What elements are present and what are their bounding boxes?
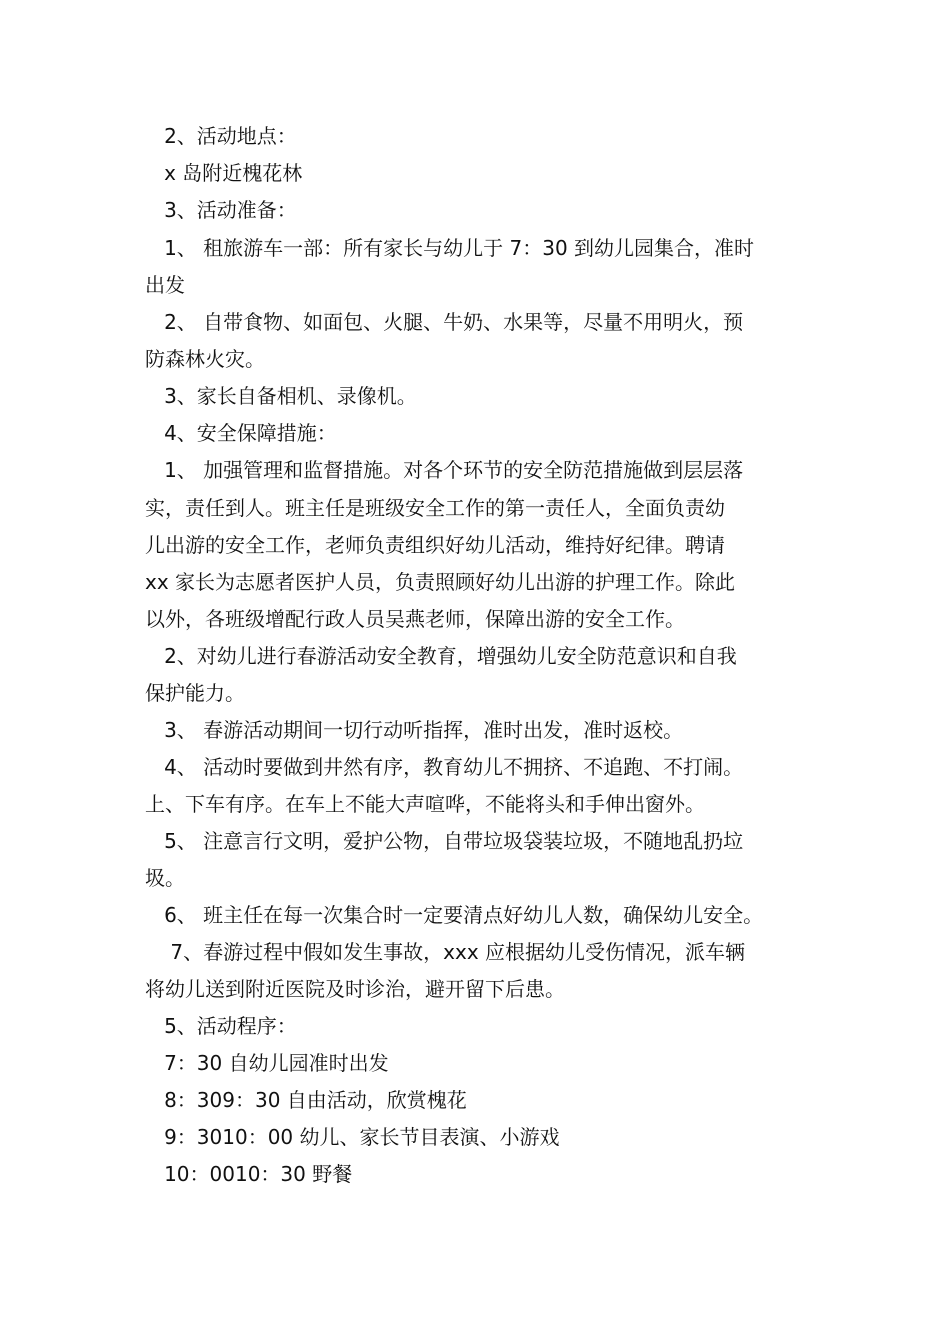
text-line: 以外，各班级增配行政人员吴燕老师，保障出游的安全工作。: [145, 607, 685, 631]
text-line: 8：309：30 自由活动，欣赏槐花: [145, 1088, 467, 1112]
text-line: 1、 租旅游车一部：所有家长与幼儿于 7：30 到幼儿园集合，准时: [145, 236, 755, 260]
text-line: 7、春游过程中假如发生事故，xxx 应根据幼儿受伤情况，派车辆: [145, 940, 746, 964]
text-line: 实，责任到人。班主任是班级安全工作的第一责任人，全面负责幼: [145, 496, 725, 520]
text-line: xx 家长为志愿者医护人员，负责照顾好幼儿出游的护理工作。除此: [145, 570, 736, 594]
text-line: 儿出游的安全工作，老师负责组织好幼儿活动，维持好纪律。聘请: [145, 533, 725, 557]
text-line: 2、活动地点：: [145, 124, 297, 148]
text-line: 5、活动程序：: [145, 1014, 297, 1038]
text-line: 5、 注意言行文明，爱护公物，自带垃圾袋装垃圾，不随地乱扔垃: [145, 829, 744, 853]
text-line: 6、 班主任在每一次集合时一定要清点好幼儿人数，确保幼儿安全。: [145, 903, 764, 927]
text-line: 出发: [145, 273, 185, 297]
text-line: 3、 春游活动期间一切行动听指挥，准时出发，准时返校。: [145, 718, 684, 742]
text-line: 3、家长自备相机、录像机。: [145, 384, 417, 408]
text-line: 4、安全保障措施：: [145, 421, 337, 445]
text-line: 防森林火灾。: [145, 347, 265, 371]
text-line: 10：0010：30 野餐: [145, 1162, 353, 1186]
text-line: 4、 活动时要做到井然有序，教育幼儿不拥挤、不追跑、不打闹。: [145, 755, 744, 779]
text-line: 1、 加强管理和监督措施。对各个环节的安全防范措施做到层层落: [145, 458, 744, 482]
text-line: 2、 自带食物、如面包、火腿、牛奶、水果等，尽量不用明火，预: [145, 310, 744, 334]
text-line: 保护能力。: [145, 681, 245, 705]
text-line: 7：30 自幼儿园准时出发: [145, 1051, 389, 1075]
text-line: x 岛附近槐花林: [145, 161, 303, 185]
text-line: 3、活动准备：: [145, 198, 297, 222]
text-line: 将幼儿送到附近医院及时诊治，避开留下后患。: [145, 977, 565, 1001]
text-line: 9：3010：00 幼儿、家长节目表演、小游戏: [145, 1125, 560, 1149]
text-line: 2、对幼儿进行春游活动安全教育，增强幼儿安全防范意识和自我: [145, 644, 737, 668]
text-line: 圾。: [145, 866, 185, 890]
text-line: 上、下车有序。在车上不能大声喧哗，不能将头和手伸出窗外。: [145, 792, 705, 816]
